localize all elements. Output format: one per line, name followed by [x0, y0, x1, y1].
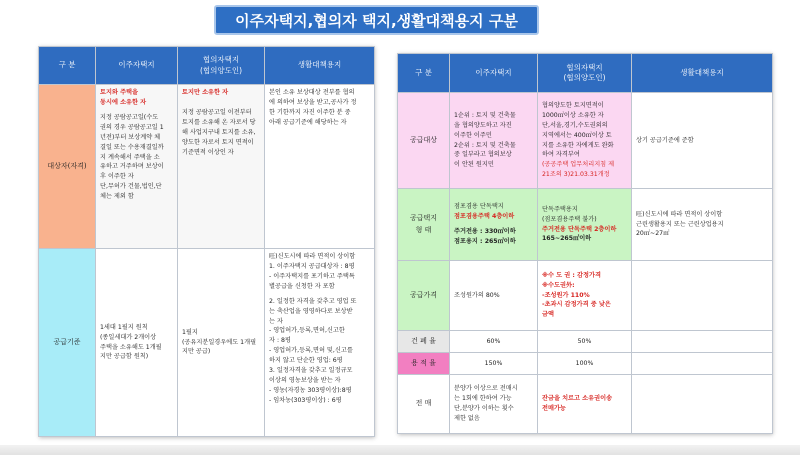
right-table-panel [397, 53, 772, 434]
text-line: 주택을 소유해도 1개필 [100, 343, 162, 351]
header-negotiator-land: 협의자택지 (협의양도인) [538, 54, 632, 93]
row-label-land-type: 공급택지 형 태 [398, 189, 450, 261]
price-negotiator-cell [538, 261, 632, 331]
text-line: - 임차농(303평이상) : 6평 [269, 396, 342, 404]
text-line: 지만 공급) [182, 348, 211, 356]
text-line: 지를 소유한 자에게도 완화 [542, 141, 614, 149]
table-row [39, 249, 375, 437]
supply-migrant-cell [96, 249, 178, 437]
text-line: 을 협의양도하고 자진 [454, 121, 512, 129]
text-line: 동시에 소유한 자 [100, 98, 147, 106]
text-line: 기준면적 이상인 자 [182, 148, 234, 156]
text-line: 165~265㎡이하 [542, 235, 592, 243]
text-line: 2순위 : 토지 및 건축물 [454, 141, 516, 149]
price-migrant-cell [450, 261, 538, 331]
text-line: 점포겸용 단독택지 [454, 203, 504, 211]
text-line: - 이주자택지를 포기하고 주택특 [269, 272, 355, 280]
text-line: 주거전용 단독주택 2층이하 [542, 225, 617, 233]
header-category: 구 분 [398, 54, 450, 93]
page-title: 이주자택지,협의자 택지,생활대책용지 구분 [214, 5, 539, 35]
text-line: 양도한 자로서 토지 면적이 [182, 138, 254, 146]
text-line: - 영업허가,등록,면허 및,신고를 [269, 347, 353, 355]
text-line: 자 : 8평 [269, 337, 291, 345]
text-line: 지역에서는 400㎡이상 토 [542, 131, 612, 139]
row-label-supply-price: 공급가격 [398, 261, 450, 331]
text-line: 체는 제외 함 [100, 193, 134, 201]
table-row [398, 189, 773, 261]
text-line: 이상의 영농보상을 받는 자 [269, 377, 341, 385]
left-table-panel [38, 46, 374, 437]
text-line: 토지와 주택을 [100, 89, 139, 96]
table-row [398, 353, 773, 375]
header-negotiator-land: 협의자택지 (협의양도인) [178, 47, 265, 85]
row-label-eligibility: 대상자(자격) [39, 85, 96, 249]
price-livelihood-cell [632, 261, 773, 331]
text-line: 는 축산업을 영영하다로 보상받 [269, 307, 353, 315]
text-line: 아래 공급기준에 해당하는 자 [269, 118, 347, 126]
text-line: 상기 공급기준에 준함 [636, 136, 694, 144]
text-line: 1000㎡이상 소유한 자 [542, 111, 604, 119]
text-line: 1세대 1필지 원칙 [100, 323, 148, 331]
text-line: - 영농(자경농 303평이상):8평 [269, 386, 352, 394]
text-line: - 영업허가,등록,면허,신고한 [269, 327, 345, 335]
text-line: 20㎡~27㎡ [636, 230, 670, 238]
resale-livelihood-cell [632, 375, 773, 434]
far-negotiator-cell: 100% [538, 353, 632, 375]
row-label-floor-area-ratio: 용 적 율 [398, 353, 450, 375]
text-line: -조성원가 110% [542, 291, 590, 299]
text-line: 토지만 소유한 자 [182, 89, 229, 96]
text-line: 본인 소유 보상대상 전부를 협의 [269, 89, 355, 96]
text-line: 분양가 이상으로 전매시 [454, 385, 518, 393]
target-livelihood-cell [632, 93, 773, 189]
resale-migrant-cell [450, 375, 538, 434]
right-comparison-table [397, 53, 773, 434]
table-header-row [39, 47, 375, 85]
text-line: 잔금을 치르고 소유권이송 [542, 395, 613, 403]
text-line: 이 안된 원지민 [454, 161, 494, 169]
text-line: 중 일부라고 협의보상 [454, 151, 512, 159]
text-line: 별공급을 신청한 자 포함 [269, 282, 335, 290]
text-line: 조성원가의 80% [454, 291, 500, 299]
text-line: 년전)부터 보상계약 체 [100, 133, 161, 141]
text-line: 단,분양가 이하는 횟수 [454, 405, 514, 412]
row-label-supply-standard: 공급기준 [39, 249, 96, 437]
text-line: 하여 자격부여 [542, 151, 580, 159]
text-line: ※수도권外: [542, 281, 575, 289]
text-line: 금액 [542, 311, 554, 319]
text-line: 한 기한까지 자진 이주한 분 중 [269, 108, 351, 116]
table-header-row [398, 54, 773, 93]
table-row [39, 85, 375, 249]
header-migrant-land: 이주자택지 [450, 54, 538, 93]
text-line: ※수 도 권 : 감정가격 [542, 271, 601, 279]
far-livelihood-cell [632, 353, 773, 375]
text-line: 는 1회에 한하여 가능 [454, 395, 512, 403]
text-line: 후 이주한 자 [100, 173, 134, 181]
text-line: 제한 없음 [454, 414, 480, 422]
text-line: 점포겸용주택 4층이하 [454, 213, 515, 221]
text-line: 지정 공람공고일 이전부터 [182, 108, 252, 116]
target-migrant-cell [450, 93, 538, 189]
header-livelihood-land: 생활대책용지 [265, 47, 375, 85]
text-line: 1필지 [182, 328, 198, 336]
text-line: 협의양도한 토지면적이 [542, 101, 604, 109]
text-line: 21조의 3)21.03.31개정 [542, 171, 610, 179]
text-line: 점포용지 : 265㎡이하 [454, 237, 516, 245]
target-negotiator-cell [538, 93, 632, 189]
text-line: 2. 일정한 자격을 갖추고 영업 또 [269, 297, 357, 305]
resale-negotiator-cell [538, 375, 632, 434]
text-line: 지 계속해서 주택을 소 [100, 153, 160, 161]
eligibility-livelihood-cell [265, 85, 375, 249]
type-migrant-cell [450, 189, 538, 261]
supply-negotiator-cell [178, 249, 265, 437]
text-line: (점포겸용주택 불가) [542, 215, 597, 223]
far-migrant-cell: 150% [450, 353, 538, 375]
text-line: 는 자 [269, 317, 283, 325]
eligibility-migrant-cell [96, 85, 178, 249]
text-line: (종일세대가 2개이상 [100, 333, 157, 341]
text-line: 전매가능 [542, 405, 566, 412]
row-label-coverage-ratio: 건 폐 율 [398, 331, 450, 353]
type-negotiator-cell [538, 189, 632, 261]
text-line: 하지 않고 단순한 영업: 6평 [269, 357, 343, 365]
text-line: 에 의하여 보상을 받고,공사가 정 [269, 98, 357, 106]
text-line: 1. 이주자택지 공급대상자 : 8평 [269, 262, 355, 270]
text-line: 단독주택용지 [542, 205, 578, 213]
header-migrant-land: 이주자택지 [96, 47, 178, 85]
row-label-resale: 전 매 [398, 375, 450, 434]
text-line: 1순위 : 토지 및 건축물 [454, 111, 516, 119]
text-line: 결일 또는 수용재결일까 [100, 143, 164, 151]
text-line: 토지를 소유해 온 자로서 당 [182, 118, 256, 126]
text-line: 지만 공급함 원칙) [100, 353, 149, 361]
text-line: 해 사업지구내 토지를 소유, [182, 128, 256, 136]
text-line: 이주한 이주민 [454, 131, 492, 139]
text-line: 유하고 거주하며 보상이 [100, 163, 164, 171]
text-line: 단,서울,경기,수도권외의 [542, 121, 608, 129]
left-comparison-table [38, 46, 375, 437]
text-line: (공공주택 업무처리지침 제 [542, 161, 615, 169]
text-line: 旺)신도시에 따라 면적이 상이함 [636, 210, 723, 218]
text-line: -초과시 감정가격 중 낮은 [542, 301, 611, 309]
text-line: 旺)신도시에 따라 면적이 상이함 [269, 253, 356, 260]
table-row [398, 261, 773, 331]
table-row [398, 375, 773, 434]
page-bottom-edge [0, 445, 800, 455]
eligibility-negotiator-cell [178, 85, 265, 249]
text-line: 지정 공람공고일(수도 [100, 113, 159, 121]
text-line: (공유지분일경우에도 1개필 [182, 338, 257, 346]
type-livelihood-cell [632, 189, 773, 261]
table-row [398, 331, 773, 353]
supply-livelihood-cell [265, 249, 375, 437]
text-line: 권의 경우 공람공고일 1 [100, 123, 164, 131]
coverage-migrant-cell: 60% [450, 331, 538, 353]
text-line: 주거전용 : 330㎡이하 [454, 228, 516, 235]
table-row [398, 93, 773, 189]
text-line: 근린생활용지 또는 근린상업용지 [636, 220, 724, 228]
header-livelihood-land: 생활대책용지 [632, 54, 773, 93]
coverage-negotiator-cell: 50% [538, 331, 632, 353]
header-category: 구 분 [39, 47, 96, 85]
text-line: 단,무허가 건물,법인,단 [100, 183, 162, 191]
text-line: 3. 일정자격을 갖추고 일정규모 [269, 367, 353, 375]
row-label-supply-target: 공급대상 [398, 93, 450, 189]
coverage-livelihood-cell [632, 331, 773, 353]
